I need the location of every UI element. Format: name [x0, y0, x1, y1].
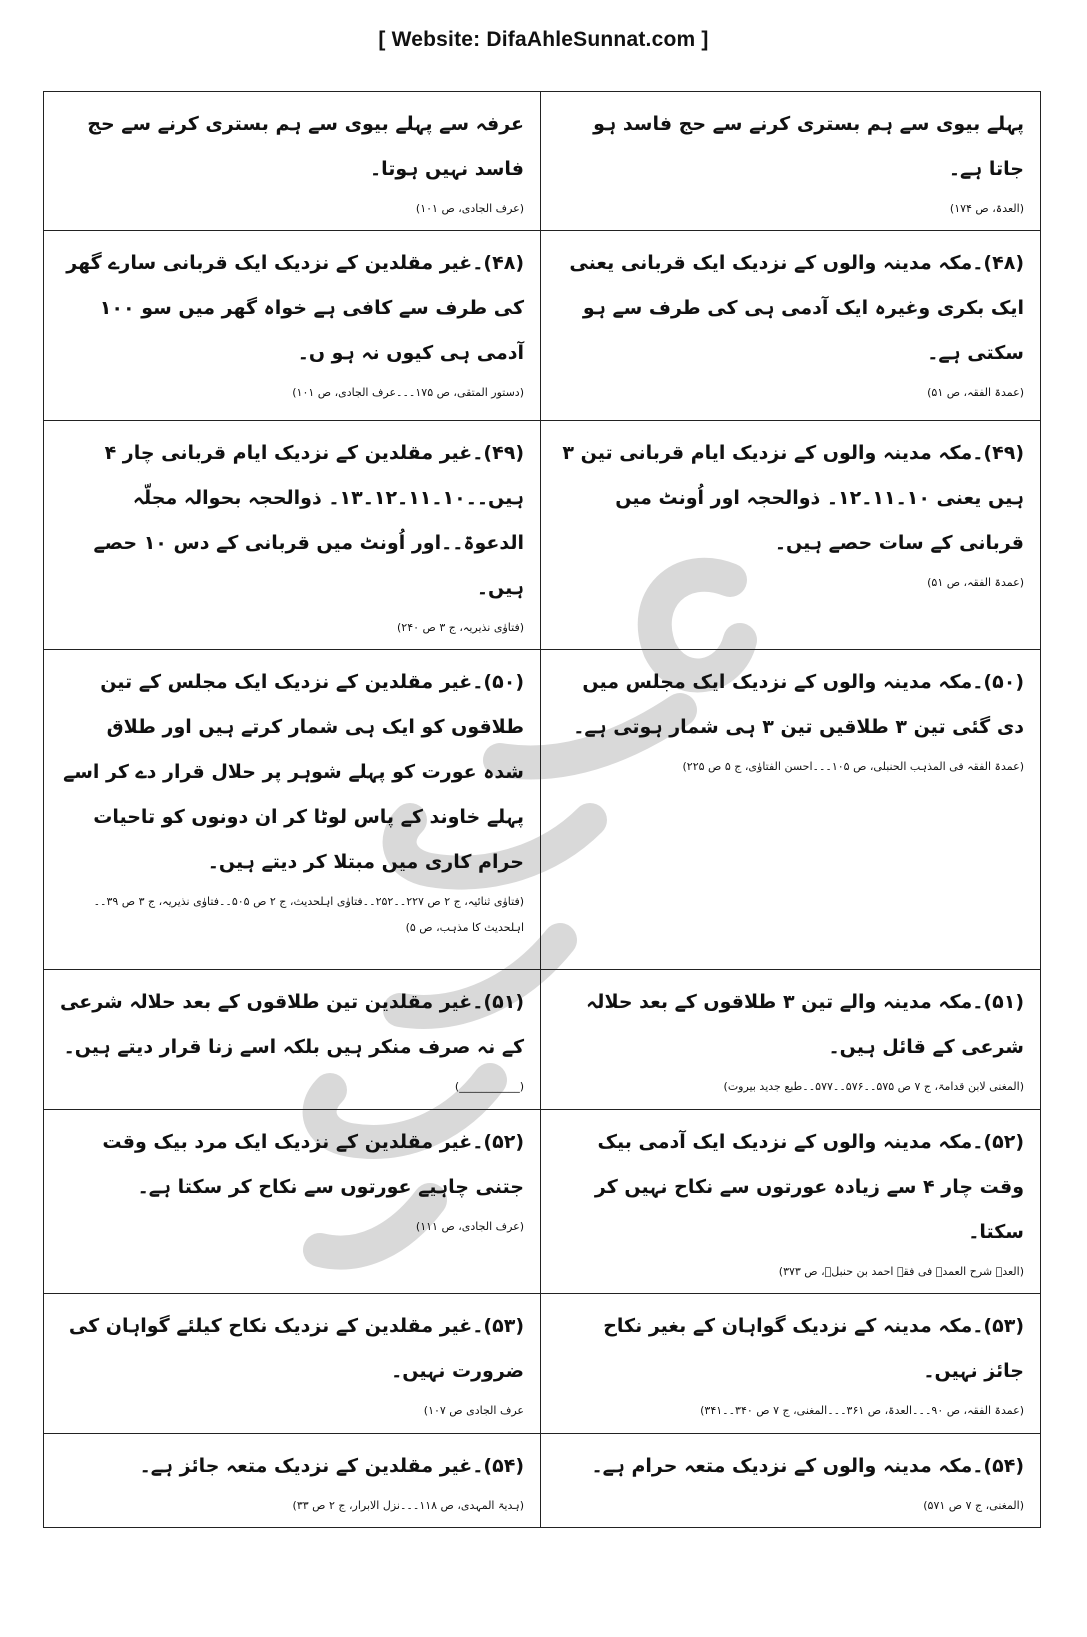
- cell-reference: (عمدۃ الفقہ، ص ۵۱): [927, 576, 1024, 589]
- cell-makkah-madinah: [541, 650, 1041, 970]
- cell-text: (۵۴)۔مکہ مدینہ والوں کے نزدیک متعہ حرام ہے۔: [591, 1455, 1024, 1477]
- cell-ghair-muqallidin: [44, 970, 541, 1110]
- cell-makkah-madinah: [541, 1110, 1041, 1294]
- cell-text: (۴۸)۔مکہ مدینہ والوں کے نزدیک ایک قربانی یعنی ایک بکری وغیرہ ایک آدمی ہی کی طرف سے ہو سکتی ہے۔: [569, 252, 1024, 364]
- cell-reference: (عرف الجادی، ص ۱۰۱): [415, 202, 524, 215]
- cell-ghair-muqallidin: [44, 1294, 541, 1434]
- table-row: [44, 1434, 1041, 1528]
- table-row: [44, 92, 1041, 231]
- table-row: [44, 231, 1041, 421]
- cell-ghair-muqallidin: [44, 650, 541, 970]
- cell-text: (۵۲)۔غیر مقلدین کے نزدیک ایک مرد بیک وقت جتنی چاہیے عورتوں سے نکاح کر سکتا ہے۔: [102, 1131, 524, 1198]
- cell-reference: (فتاوٰی نذیریہ، ج ۳ ص ۲۴۰): [396, 621, 524, 634]
- cell-reference: (___________): [454, 1080, 524, 1093]
- table-row: [44, 650, 1041, 970]
- cell-ghair-muqallidin: [44, 231, 541, 421]
- cell-text: (۴۹)۔غیر مقلدین کے نزدیک ایام قربانی چار ۴ ہیں۔۔۱۰۔۱۱۔۱۲۔۱۳۔ ذوالحجہ بحوالہ مجلّہ الدعوۃ۔۔اور اُونٹ میں قربانی کے دس ۱۰ حصے ہیں۔: [93, 442, 524, 599]
- table-row: [44, 1294, 1041, 1434]
- cell-ghair-muqallidin: [44, 1110, 541, 1294]
- cell-reference: عرف الجادی ص ۱۰۷): [423, 1404, 524, 1417]
- cell-reference: (المغنی لابن قدامۃ، ج ۷ ص ۵۷۵۔۔۵۷۶۔۔۵۷۷۔۔طبع جدید بیروت): [723, 1080, 1024, 1093]
- cell-text: (۴۹)۔مکہ مدینہ والوں کے نزدیک ایام قربانی تین ۳ ہیں یعنی ۱۰۔۱۱۔۱۲۔ ذوالحجہ اور اُونٹ میں قربانی کے سات حصے ہیں۔: [562, 442, 1024, 554]
- cell-text: (۵۱)۔مکہ مدینہ والے تین ۳ طلاقوں کے بعد حلالہ شرعی کے قائل ہیں۔: [586, 991, 1024, 1058]
- cell-reference: (عرف الجادی، ص ۱۱۱): [415, 1220, 524, 1233]
- cell-text: پہلے بیوی سے ہم بستری کرنے سے حج فاسد ہو جاتا ہے۔: [593, 113, 1024, 180]
- table-row: [44, 1110, 1041, 1294]
- cell-reference: (عمدۃ الفقہ، ص ۹۰۔۔۔العدۃ، ص ۳۶۱۔۔۔المغنی، ج ۷ ص ۳۴۰۔۔۳۴۱): [700, 1404, 1024, 1417]
- cell-makkah-madinah: [541, 421, 1041, 650]
- cell-text: عرفہ سے پہلے بیوی سے ہم بستری کرنے سے حج فاسد نہیں ہوتا۔: [87, 113, 524, 180]
- table-row: [44, 421, 1041, 650]
- cell-ghair-muqallidin: [44, 421, 541, 650]
- cell-text: (۵۴)۔غیر مقلدین کے نزدیک متعہ جائز ہے۔: [139, 1455, 524, 1477]
- table-row: [44, 970, 1041, 1110]
- comparison-table: [43, 91, 1041, 1528]
- cell-ghair-muqallidin: [44, 92, 541, 231]
- cell-reference: (ہدیۃ المہدی، ص ۱۱۸۔۔۔نزل الابرار، ج ۲ ص ۳۳): [292, 1499, 524, 1512]
- cell-makkah-madinah: [541, 1294, 1041, 1434]
- cell-ghair-muqallidin: [44, 1434, 541, 1528]
- cell-reference: (المغنی، ج ۷ ص ۵۷۱): [923, 1499, 1024, 1512]
- cell-text: (۵۳)۔مکہ مدینہ کے نزدیک گواہان کے بغیر نکاح جائز نہیں۔: [603, 1315, 1024, 1382]
- cell-makkah-madinah: [541, 1434, 1041, 1528]
- cell-text: (۴۸)۔غیر مقلدین کے نزدیک ایک قربانی سارے گھر کی طرف سے کافی ہے خواہ گھر میں سو ۱۰۰ آدمی ہی کیوں نہ ہو ں۔: [66, 252, 524, 364]
- cell-reference: (فتاوٰی ثنائیہ، ج ۲ ص ۲۲۷۔۔۲۵۲۔۔فتاوٰی اہلحدیث، ج ۲ ص ۵۰۵۔۔فتاوٰی نذیریہ، ج ۳ ص ۳۹۔۔اہلحدیث کا مذہب، ص ۵): [93, 895, 524, 934]
- website-header: [ Website: DifaAhleSunnat.com ]: [378, 28, 709, 51]
- cell-text: (۵۳)۔غیر مقلدین کے نزدیک نکاح کیلئے گواہان کی ضرورت نہیں۔: [68, 1315, 524, 1382]
- cell-makkah-madinah: [541, 92, 1041, 231]
- cell-text: (۵۲)۔مکہ مدینہ والوں کے نزدیک ایک آدمی بیک وقت چار ۴ سے زیادہ عورتوں سے نکاح نہیں کر سکتا۔: [594, 1131, 1024, 1243]
- cell-reference: (العدۃ شرح العمدۃ فی فقہ احمد بن حنبلؒ، ص ۳۷۳): [778, 1265, 1024, 1278]
- cell-reference: (العدۃ، ص ۱۷۴): [949, 202, 1024, 215]
- cell-text: (۵۱)۔غیر مقلدین تین طلاقوں کے بعد حلالہ شرعی کے نہ صرف منکر ہیں بلکہ اسے زنا قرار دیتے ہیں۔: [60, 991, 524, 1058]
- cell-reference: (عمدۃ الفقہ فی المذہب الحنبلی، ص ۱۰۵۔۔۔احسن الفتاوٰی، ج ۵ ص ۲۲۵): [682, 760, 1024, 773]
- cell-text: (۵۰)۔مکہ مدینہ والوں کے نزدیک ایک مجلس میں دی گئی تین ۳ طلاقیں تین ۳ ہی شمار ہوتی ہے۔: [573, 671, 1024, 738]
- cell-makkah-madinah: [541, 231, 1041, 421]
- cell-reference: (عمدۃ الفقہ، ص ۵۱): [927, 386, 1024, 399]
- cell-makkah-madinah: [541, 970, 1041, 1110]
- cell-reference: (دستور المتقی، ص ۱۷۵۔۔۔عرف الجادی، ص ۱۰۱): [292, 386, 524, 399]
- cell-text: (۵۰)۔غیر مقلدین کے نزدیک ایک مجلس کے تین طلاقوں کو ایک ہی شمار کرتے ہیں اور طلاق شدہ عورت کو پہلے شوہر پر حلال قرار دے کر اسے پہلے خاوند کے پاس لوٹا کر ان دونوں کو تاحیات حرام کاری میں مبتلا کر دیتے ہیں۔: [63, 671, 524, 873]
